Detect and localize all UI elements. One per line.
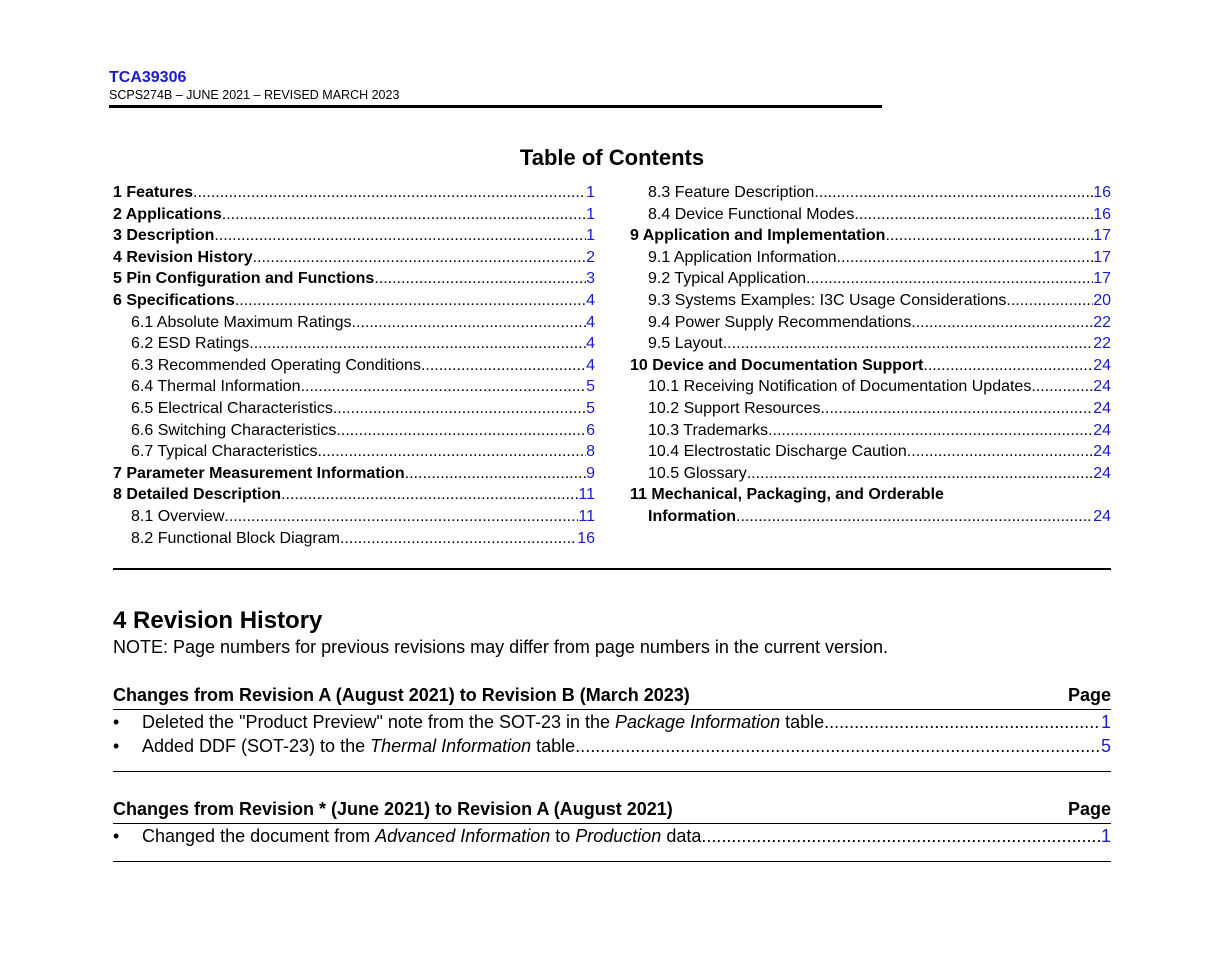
change-dot-leader bbox=[824, 710, 1101, 734]
toc-entry[interactable] bbox=[113, 314, 595, 336]
toc-entry-label: 8.1 Overview bbox=[131, 507, 225, 525]
change-item bbox=[113, 710, 1111, 734]
toc-entry-page-link[interactable]: 8 bbox=[586, 443, 595, 461]
toc-entry[interactable] bbox=[113, 530, 595, 552]
toc-entry-page-link[interactable]: 1 bbox=[586, 227, 595, 245]
toc-entry[interactable] bbox=[113, 249, 595, 271]
toc-entry[interactable] bbox=[630, 314, 1111, 336]
toc-dot-leader bbox=[885, 227, 1093, 245]
toc-dot-leader bbox=[235, 292, 586, 310]
toc-bottom-rule bbox=[113, 568, 1111, 570]
toc-entry-page-link[interactable]: 4 bbox=[586, 356, 595, 374]
toc-entry[interactable] bbox=[630, 227, 1111, 249]
toc-entry-page-link[interactable]: 3 bbox=[586, 270, 595, 288]
toc-entry-page-link[interactable]: 17 bbox=[1093, 270, 1111, 288]
toc-dot-leader bbox=[214, 227, 586, 245]
toc-dot-leader bbox=[723, 335, 1093, 353]
change-text: Deleted the "Product Preview" note from the SOT-23 in the bbox=[142, 712, 616, 732]
toc-entry[interactable] bbox=[113, 206, 595, 228]
bullet: • bbox=[113, 712, 120, 732]
toc-entry-label: Information bbox=[648, 507, 736, 525]
toc-entry-page-link[interactable]: 16 bbox=[1093, 205, 1111, 223]
toc-entry-label: 2 Applications bbox=[113, 205, 222, 223]
change-page-link[interactable]: 5 bbox=[1100, 736, 1111, 756]
toc-entry-page-link[interactable]: 1 bbox=[586, 184, 595, 201]
toc-entry-page-link[interactable]: 24 bbox=[1093, 507, 1111, 525]
part-number: TCA39306 bbox=[109, 69, 187, 86]
toc-entry-label: 10.2 Support Resources bbox=[648, 399, 821, 417]
toc-entry[interactable] bbox=[113, 465, 595, 487]
change-text-italic: Advanced Information bbox=[375, 826, 551, 846]
toc-entry-label: 10.3 Trademarks bbox=[648, 421, 769, 439]
toc-dot-leader bbox=[374, 270, 586, 288]
toc-entry-page-link[interactable]: 4 bbox=[586, 313, 595, 331]
toc-entry[interactable] bbox=[630, 335, 1111, 357]
toc-left-column bbox=[113, 184, 595, 551]
toc-entry[interactable] bbox=[113, 508, 595, 530]
change-item-text bbox=[142, 734, 575, 758]
toc-entry-label: 6.2 ESD Ratings bbox=[131, 335, 250, 353]
toc-entry-label: 3 Description bbox=[113, 227, 215, 245]
change-item-text bbox=[142, 824, 701, 848]
change-page-link[interactable]: 1 bbox=[1100, 826, 1111, 846]
toc-entry-page-link[interactable]: 17 bbox=[1093, 248, 1111, 266]
toc-entry-page-link[interactable]: 24 bbox=[1093, 378, 1111, 396]
changes-block-rule bbox=[113, 771, 1111, 772]
toc-entry[interactable] bbox=[630, 443, 1111, 465]
toc-entry[interactable] bbox=[113, 443, 595, 465]
toc-entry[interactable] bbox=[630, 270, 1111, 292]
toc-entry-label: 9.4 Power Supply Recommendations bbox=[648, 313, 912, 331]
toc-entry[interactable] bbox=[113, 227, 595, 249]
toc-dot-leader bbox=[253, 249, 586, 267]
toc-dot-leader bbox=[854, 206, 1093, 224]
toc-dot-leader bbox=[281, 486, 578, 504]
revision-history-note: NOTE: Page numbers for previous revisions may differ from page numbers in the current version. bbox=[113, 637, 889, 657]
change-text-italic: Production bbox=[575, 826, 662, 846]
page-column-header: Page bbox=[1067, 685, 1111, 705]
toc-entry[interactable] bbox=[630, 206, 1111, 228]
toc-dot-leader bbox=[336, 422, 586, 440]
toc-entry[interactable] bbox=[113, 270, 595, 292]
toc-entry-label: 8.4 Device Functional Modes bbox=[648, 205, 855, 223]
toc-dot-leader bbox=[301, 378, 587, 396]
toc-dot-leader bbox=[340, 530, 577, 548]
toc-entry-label: 7 Parameter Measurement Information bbox=[113, 464, 405, 482]
toc-dot-leader bbox=[249, 335, 586, 353]
revision-history-title: 4 Revision History bbox=[113, 607, 323, 634]
change-text: table bbox=[780, 712, 825, 732]
toc-entry-page-link[interactable]: 24 bbox=[1093, 464, 1111, 482]
toc-entry-label: 8 Detailed Description bbox=[113, 486, 282, 504]
toc-dot-leader bbox=[821, 400, 1094, 418]
toc-dot-leader bbox=[193, 184, 586, 202]
changes-block bbox=[113, 797, 1111, 848]
toc-entry-label: 10 Device and Documentation Support bbox=[630, 356, 924, 374]
toc-dot-leader bbox=[333, 400, 586, 418]
toc-right-column bbox=[630, 184, 1111, 530]
toc-entry-label: 10.1 Receiving Notification of Documentation Updates bbox=[648, 378, 1032, 396]
toc-title: Table of Contents bbox=[519, 145, 705, 170]
toc-entry-label: 9.5 Layout bbox=[648, 335, 723, 353]
toc-dot-leader bbox=[911, 314, 1093, 332]
change-item bbox=[113, 824, 1111, 848]
change-text: data bbox=[661, 826, 702, 846]
toc-entry[interactable] bbox=[630, 292, 1111, 314]
toc-entry-label: 10.5 Glossary bbox=[648, 464, 747, 482]
toc-entry-page-link[interactable]: 5 bbox=[586, 399, 595, 417]
changes-heading-text: Changes from Revision A (August 2021) to Revision B (March 2023) bbox=[113, 685, 690, 705]
toc-entry[interactable] bbox=[630, 422, 1111, 444]
toc-entry-label: 6.7 Typical Characteristics bbox=[131, 443, 318, 461]
toc-entry[interactable] bbox=[113, 184, 595, 206]
toc-entry-page-link[interactable]: 9 bbox=[586, 464, 595, 482]
toc-dot-leader bbox=[806, 270, 1093, 288]
toc-entry-label: 6 Specifications bbox=[113, 291, 235, 309]
toc-dot-leader bbox=[405, 465, 586, 483]
toc-dot-leader bbox=[907, 443, 1093, 461]
toc-entry-page-link[interactable]: 24 bbox=[1093, 356, 1111, 374]
toc-entry-page-link[interactable]: 4 bbox=[586, 335, 595, 353]
toc-entry[interactable] bbox=[113, 486, 595, 508]
bullet: • bbox=[113, 736, 120, 756]
toc-entry-label: 11 Mechanical, Packaging, and Orderable bbox=[630, 486, 944, 504]
toc-dot-leader bbox=[1006, 292, 1093, 310]
change-text-italic: Thermal Information bbox=[370, 736, 532, 756]
toc-entry-page-link[interactable]: 17 bbox=[1093, 227, 1111, 245]
change-dot-leader bbox=[575, 734, 1101, 758]
toc-entry[interactable] bbox=[113, 292, 595, 314]
toc-entry-label: 10.4 Electrostatic Discharge Caution bbox=[648, 443, 907, 461]
toc-dot-leader bbox=[837, 249, 1094, 267]
page-header bbox=[109, 68, 882, 108]
change-dot-leader bbox=[701, 824, 1101, 848]
changes-heading bbox=[113, 797, 1111, 824]
change-text: table bbox=[531, 736, 576, 756]
toc-entry[interactable] bbox=[113, 357, 595, 379]
toc-entry-label: 9.1 Application Information bbox=[648, 248, 837, 266]
toc-dot-leader bbox=[317, 443, 586, 461]
toc-dot-leader bbox=[421, 357, 586, 375]
toc-dot-leader bbox=[352, 314, 587, 332]
toc-entry[interactable] bbox=[113, 422, 595, 444]
toc-entry-label: 6.3 Recommended Operating Conditions bbox=[131, 356, 421, 374]
change-text: Added DDF (SOT-23) to the bbox=[142, 736, 371, 756]
toc-entry-page-link[interactable]: 24 bbox=[1093, 443, 1111, 461]
toc-entry-page-link[interactable]: 16 bbox=[1093, 184, 1111, 201]
bullet: • bbox=[113, 826, 120, 846]
toc-entry[interactable] bbox=[630, 486, 1111, 508]
changes-block bbox=[113, 683, 1111, 758]
toc-entry-page-link[interactable]: 5 bbox=[586, 378, 595, 396]
toc-entry-page-link[interactable]: 11 bbox=[578, 486, 595, 504]
toc-dot-leader bbox=[1031, 378, 1093, 396]
page-column-header: Page bbox=[1067, 799, 1111, 819]
changes-block-rule bbox=[113, 861, 1111, 862]
toc-entry-label: 4 Revision History bbox=[113, 248, 253, 266]
toc-dot-leader bbox=[768, 422, 1093, 440]
toc-entry-label: 8.2 Functional Block Diagram bbox=[131, 529, 340, 547]
toc-dot-leader bbox=[814, 184, 1093, 202]
header-rule bbox=[109, 105, 882, 108]
toc-entry-page-link[interactable]: 2 bbox=[586, 248, 595, 266]
change-item-text bbox=[142, 710, 824, 734]
toc-dot-leader bbox=[222, 206, 586, 224]
toc-dot-leader bbox=[736, 508, 1093, 526]
toc-entry-label: 6.5 Electrical Characteristics bbox=[131, 399, 333, 417]
toc-entry-page-link[interactable]: 24 bbox=[1093, 399, 1111, 417]
toc-dot-leader bbox=[224, 508, 578, 526]
change-text: Changed the document from bbox=[142, 826, 376, 846]
toc-entry[interactable] bbox=[630, 400, 1111, 422]
toc-dot-leader bbox=[747, 465, 1093, 483]
toc-entry-label: 5 Pin Configuration and Functions bbox=[113, 270, 375, 288]
toc-entry-page-link[interactable]: 4 bbox=[586, 291, 595, 309]
toc-entry-page-link[interactable]: 24 bbox=[1093, 421, 1111, 439]
toc-entry-label: 6.4 Thermal Information bbox=[131, 378, 301, 396]
toc-dot-leader bbox=[923, 357, 1093, 375]
toc-entry-label: 9.3 Systems Examples: I3C Usage Considerations bbox=[648, 291, 1007, 309]
changes-heading bbox=[113, 683, 1111, 710]
toc-entry[interactable] bbox=[630, 357, 1111, 379]
toc-entry-page-link[interactable]: 16 bbox=[577, 529, 595, 547]
toc-entry-page-link[interactable]: 11 bbox=[578, 507, 595, 525]
change-text-italic: Package Information bbox=[615, 712, 781, 732]
toc-entry[interactable] bbox=[630, 508, 1111, 530]
toc-entry-label: 6.6 Switching Characteristics bbox=[131, 421, 337, 439]
toc-entry[interactable] bbox=[630, 378, 1111, 400]
toc-entry-label: 6.1 Absolute Maximum Ratings bbox=[131, 313, 352, 331]
toc-entry-page-link[interactable]: 1 bbox=[586, 205, 595, 223]
toc-entry[interactable] bbox=[630, 184, 1111, 206]
toc-entry[interactable] bbox=[630, 249, 1111, 271]
toc-entry-page-link[interactable]: 22 bbox=[1093, 313, 1111, 331]
doc-info: SCPS274B – JUNE 2021 – REVISED MARCH 2023 bbox=[109, 88, 400, 102]
toc-entry[interactable] bbox=[113, 335, 595, 357]
change-page-link[interactable]: 1 bbox=[1100, 712, 1111, 732]
toc-entry[interactable] bbox=[113, 378, 595, 400]
toc-entry-label: 9 Application and Implementation bbox=[630, 227, 886, 245]
toc-entry-page-link[interactable]: 6 bbox=[586, 421, 595, 439]
toc-entry[interactable] bbox=[630, 465, 1111, 487]
change-item bbox=[113, 734, 1111, 758]
toc-entry[interactable] bbox=[113, 400, 595, 422]
change-text: to bbox=[550, 826, 576, 846]
toc-entry-label: 9.2 Typical Application bbox=[648, 270, 807, 288]
changes-heading-text: Changes from Revision * (June 2021) to Revision A (August 2021) bbox=[113, 799, 673, 819]
toc-entry-page-link[interactable]: 20 bbox=[1093, 291, 1111, 309]
toc-entry-label: 8.3 Feature Description bbox=[648, 184, 815, 201]
toc-entry-label: 1 Features bbox=[113, 184, 194, 201]
toc-entry-page-link[interactable]: 22 bbox=[1093, 335, 1111, 353]
